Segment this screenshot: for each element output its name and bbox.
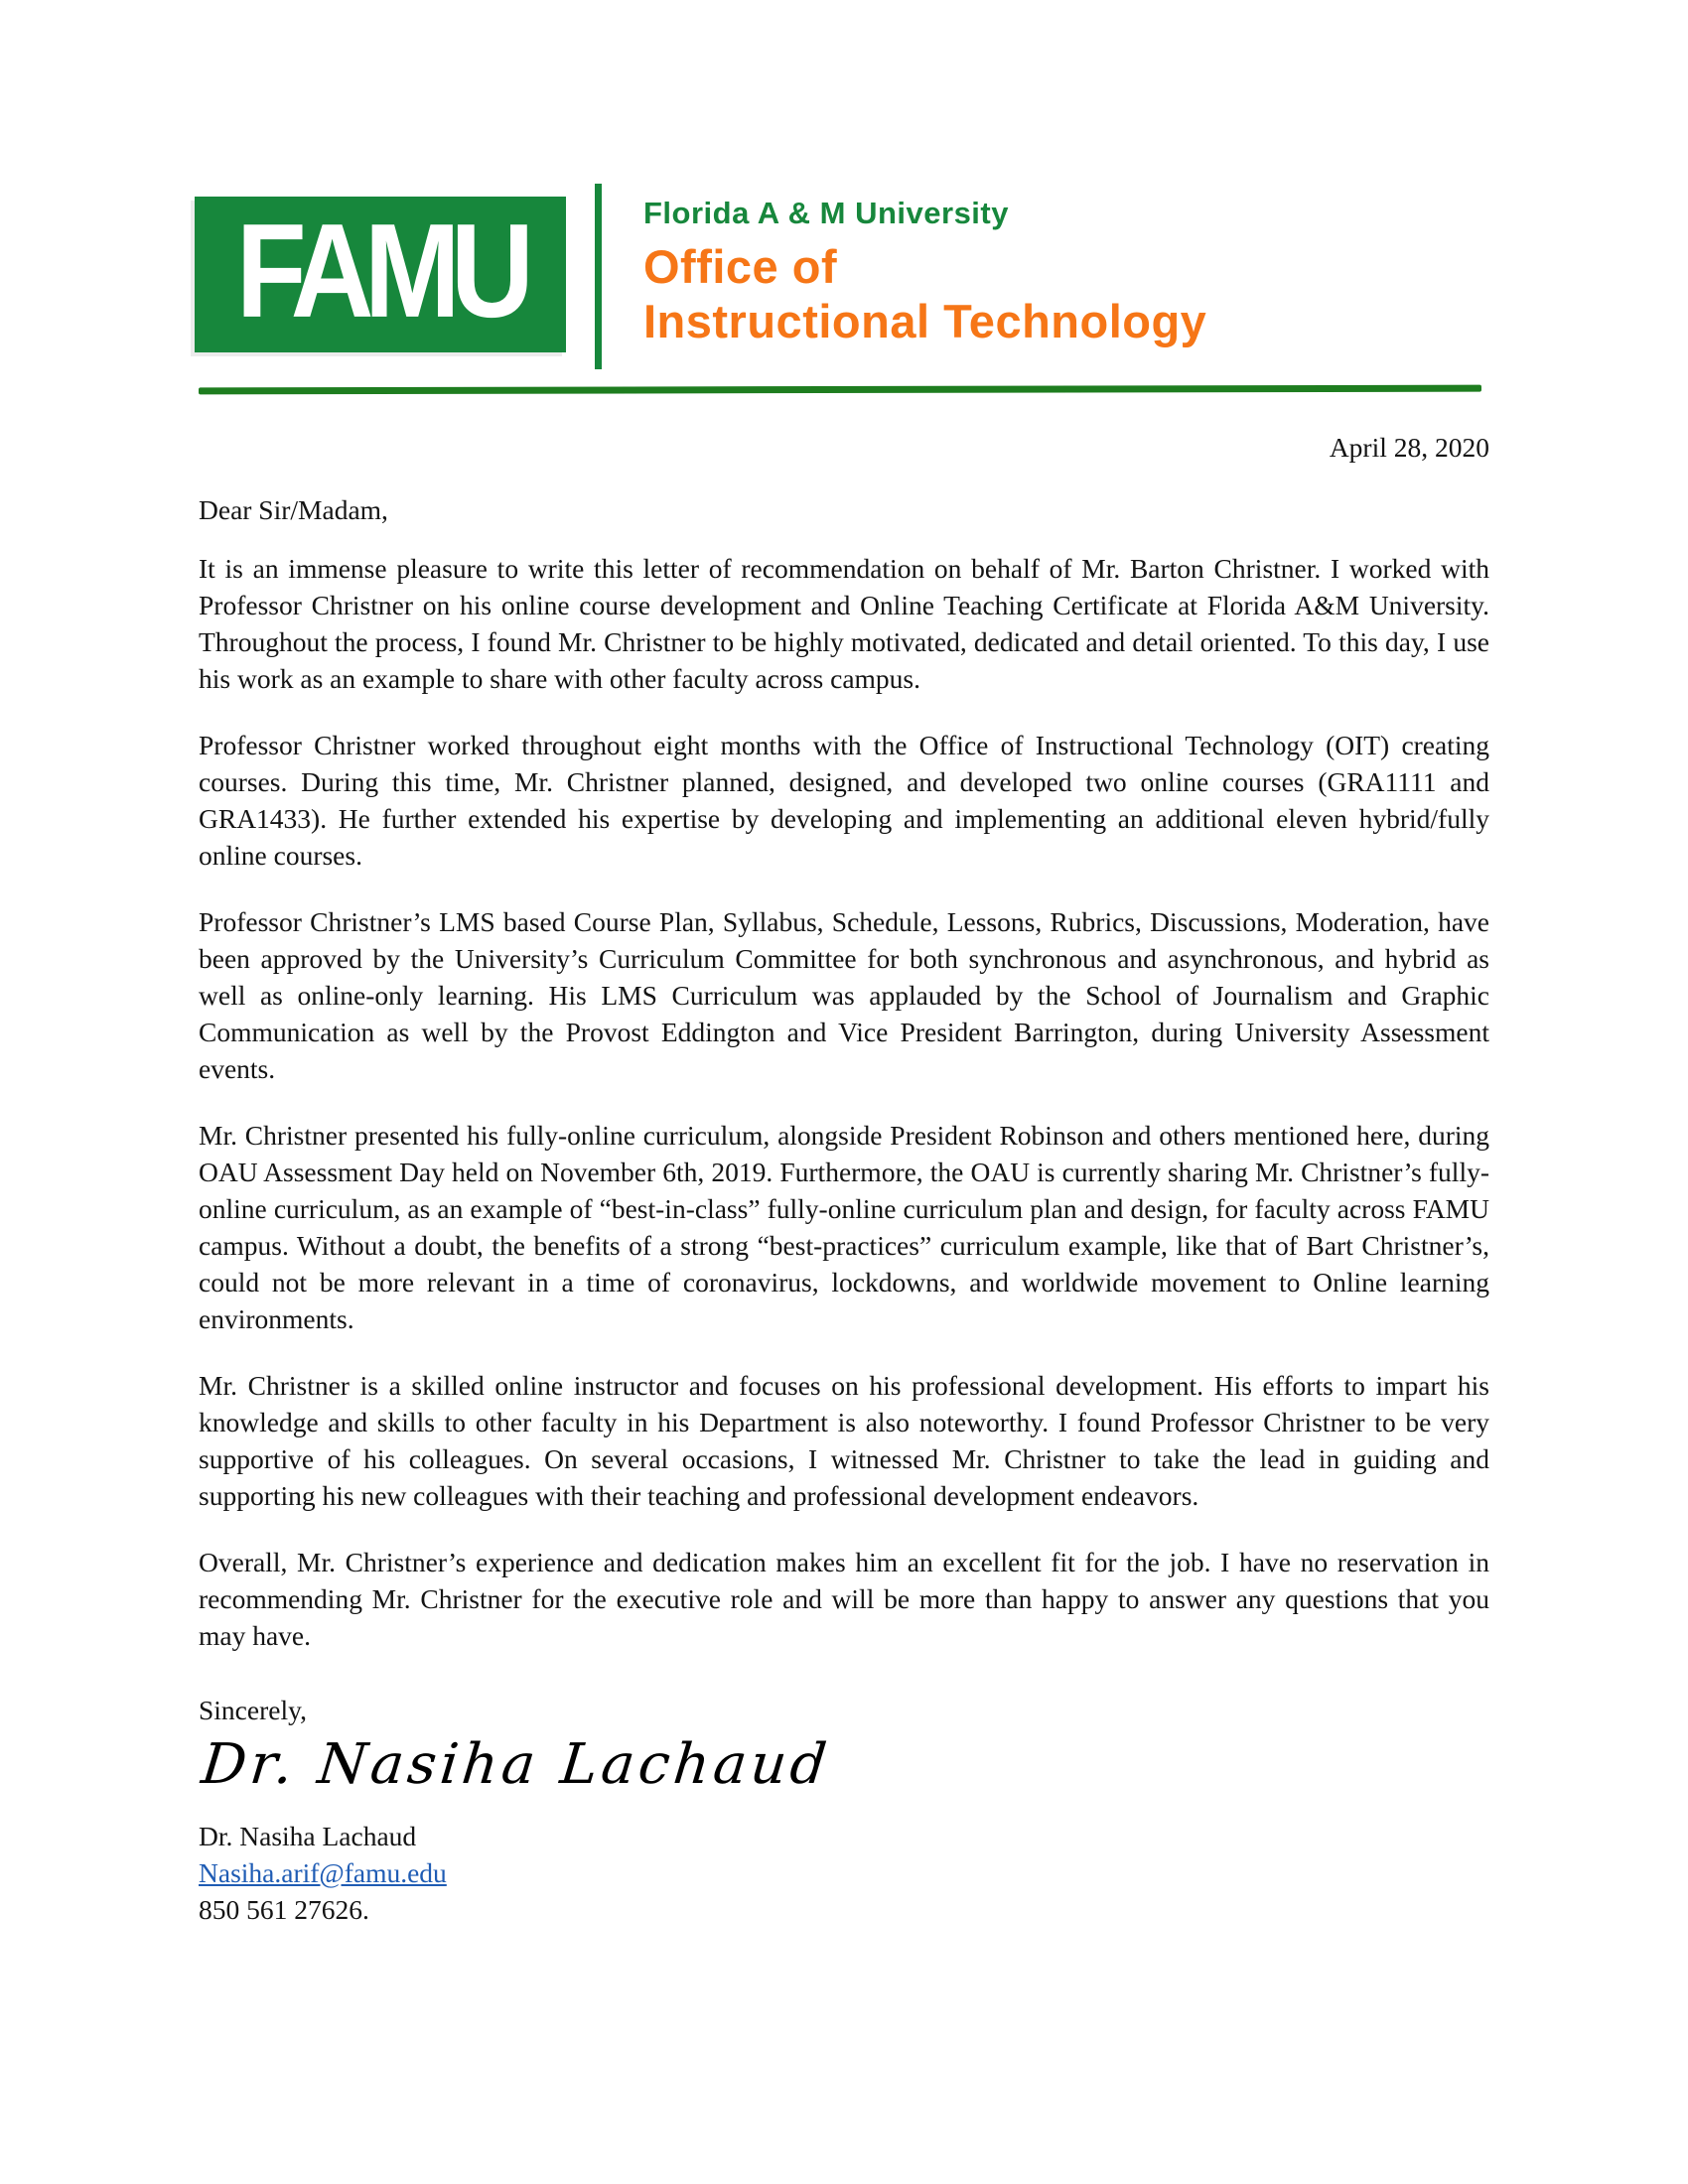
letterhead-title-block: [643, 184, 1206, 349]
famu-logo-text: FAMU: [235, 197, 525, 344]
letter-body: [199, 429, 1489, 1928]
letter-date: April 28, 2020: [1329, 432, 1489, 463]
closing: Sincerely,: [199, 1695, 307, 1725]
letter-paragraph: Professor Christner’s LMS based Course Plan, Syllabus, Schedule, Lessons, Rubrics, Discussions, Moderation, have been approved by the University’s Curriculum Committee for both synchronous and asynchronous, and hybrid as well as online-only learning. His LMS Curriculum was applauded by the School of Journalism and Graphic Communication as well by the Provost Eddington and Vice President Barrington, during University Assessment events.: [199, 906, 1489, 1084]
header-divider: [595, 184, 602, 369]
header-rule: [199, 385, 1481, 395]
letterhead: [195, 184, 1206, 369]
university-name: Florida A & M University: [643, 196, 1009, 230]
signer-phone: 850 561 27626.: [199, 1893, 369, 1925]
letter-paragraph: Overall, Mr. Christner’s experience and dedication makes him an excellent fit for the job. I have no reservation in recommending Mr. Christner for the executive role and will be more than happy to answer any questions that you may have.: [199, 1547, 1489, 1651]
famu-logo: [195, 197, 566, 352]
office-title-line1: Office of: [643, 240, 838, 293]
salutation: Dear Sir/Madam,: [199, 494, 388, 525]
office-title-line2: Instructional Technology: [643, 295, 1207, 348]
signer-email-line: [199, 1854, 1489, 1891]
letter-paragraph: Mr. Christner is a skilled online instructor and focuses on his professional development. His efforts to impart his knowledge and skills to other faculty in his Department is also noteworthy. I found Professor Christner to be very supportive of his colleagues. On several occasions, I witnessed Mr. Christner to take the lead in guiding and supporting his new colleagues with their teaching and professional development endeavors.: [199, 1370, 1489, 1511]
letter-paragraph: It is an immense pleasure to write this letter of recommendation on behalf of Mr. Barton Christner. I worked with Professor Christner on his online course development and Online Teaching Certificate at Florida A&M University. Throughout the process, I found Mr. Christner to be highly motivated, dedicated and detail oriented. To this day, I use his work as an example to share with other faculty across campus.: [199, 553, 1489, 694]
signature-script: Dr. Nasiha Lachaud: [198, 1732, 834, 1797]
signer-email-link[interactable]: Nasiha.arif@famu.edu: [199, 1856, 447, 1888]
signer-name: Dr. Nasiha Lachaud: [199, 1820, 417, 1851]
letter-paragraph: Mr. Christner presented his fully-online curriculum, alongside President Robinson and others mentioned here, during OAU Assessment Day held on November 6th, 2019. Furthermore, the OAU is currently sharing Mr. Christner’s fully-online curriculum, as an example of “best-in-class” fully-online curriculum plan and design, for faculty across FAMU campus. Without a doubt, the benefits of a strong “best-practices” curriculum example, like that of Bart Christner’s, could not be more relevant in a time of coronavirus, lockdowns, and worldwide movement to Online learning environments.: [199, 1120, 1489, 1334]
letter-paragraph: Professor Christner worked throughout eight months with the Office of Instructional Technology (OIT) creating courses. During this time, Mr. Christner planned, designed, and developed two online courses (GRA1111 and GRA1433). He further extended his expertise by developing and implementing an additional eleven hybrid/fully online courses.: [199, 730, 1489, 871]
